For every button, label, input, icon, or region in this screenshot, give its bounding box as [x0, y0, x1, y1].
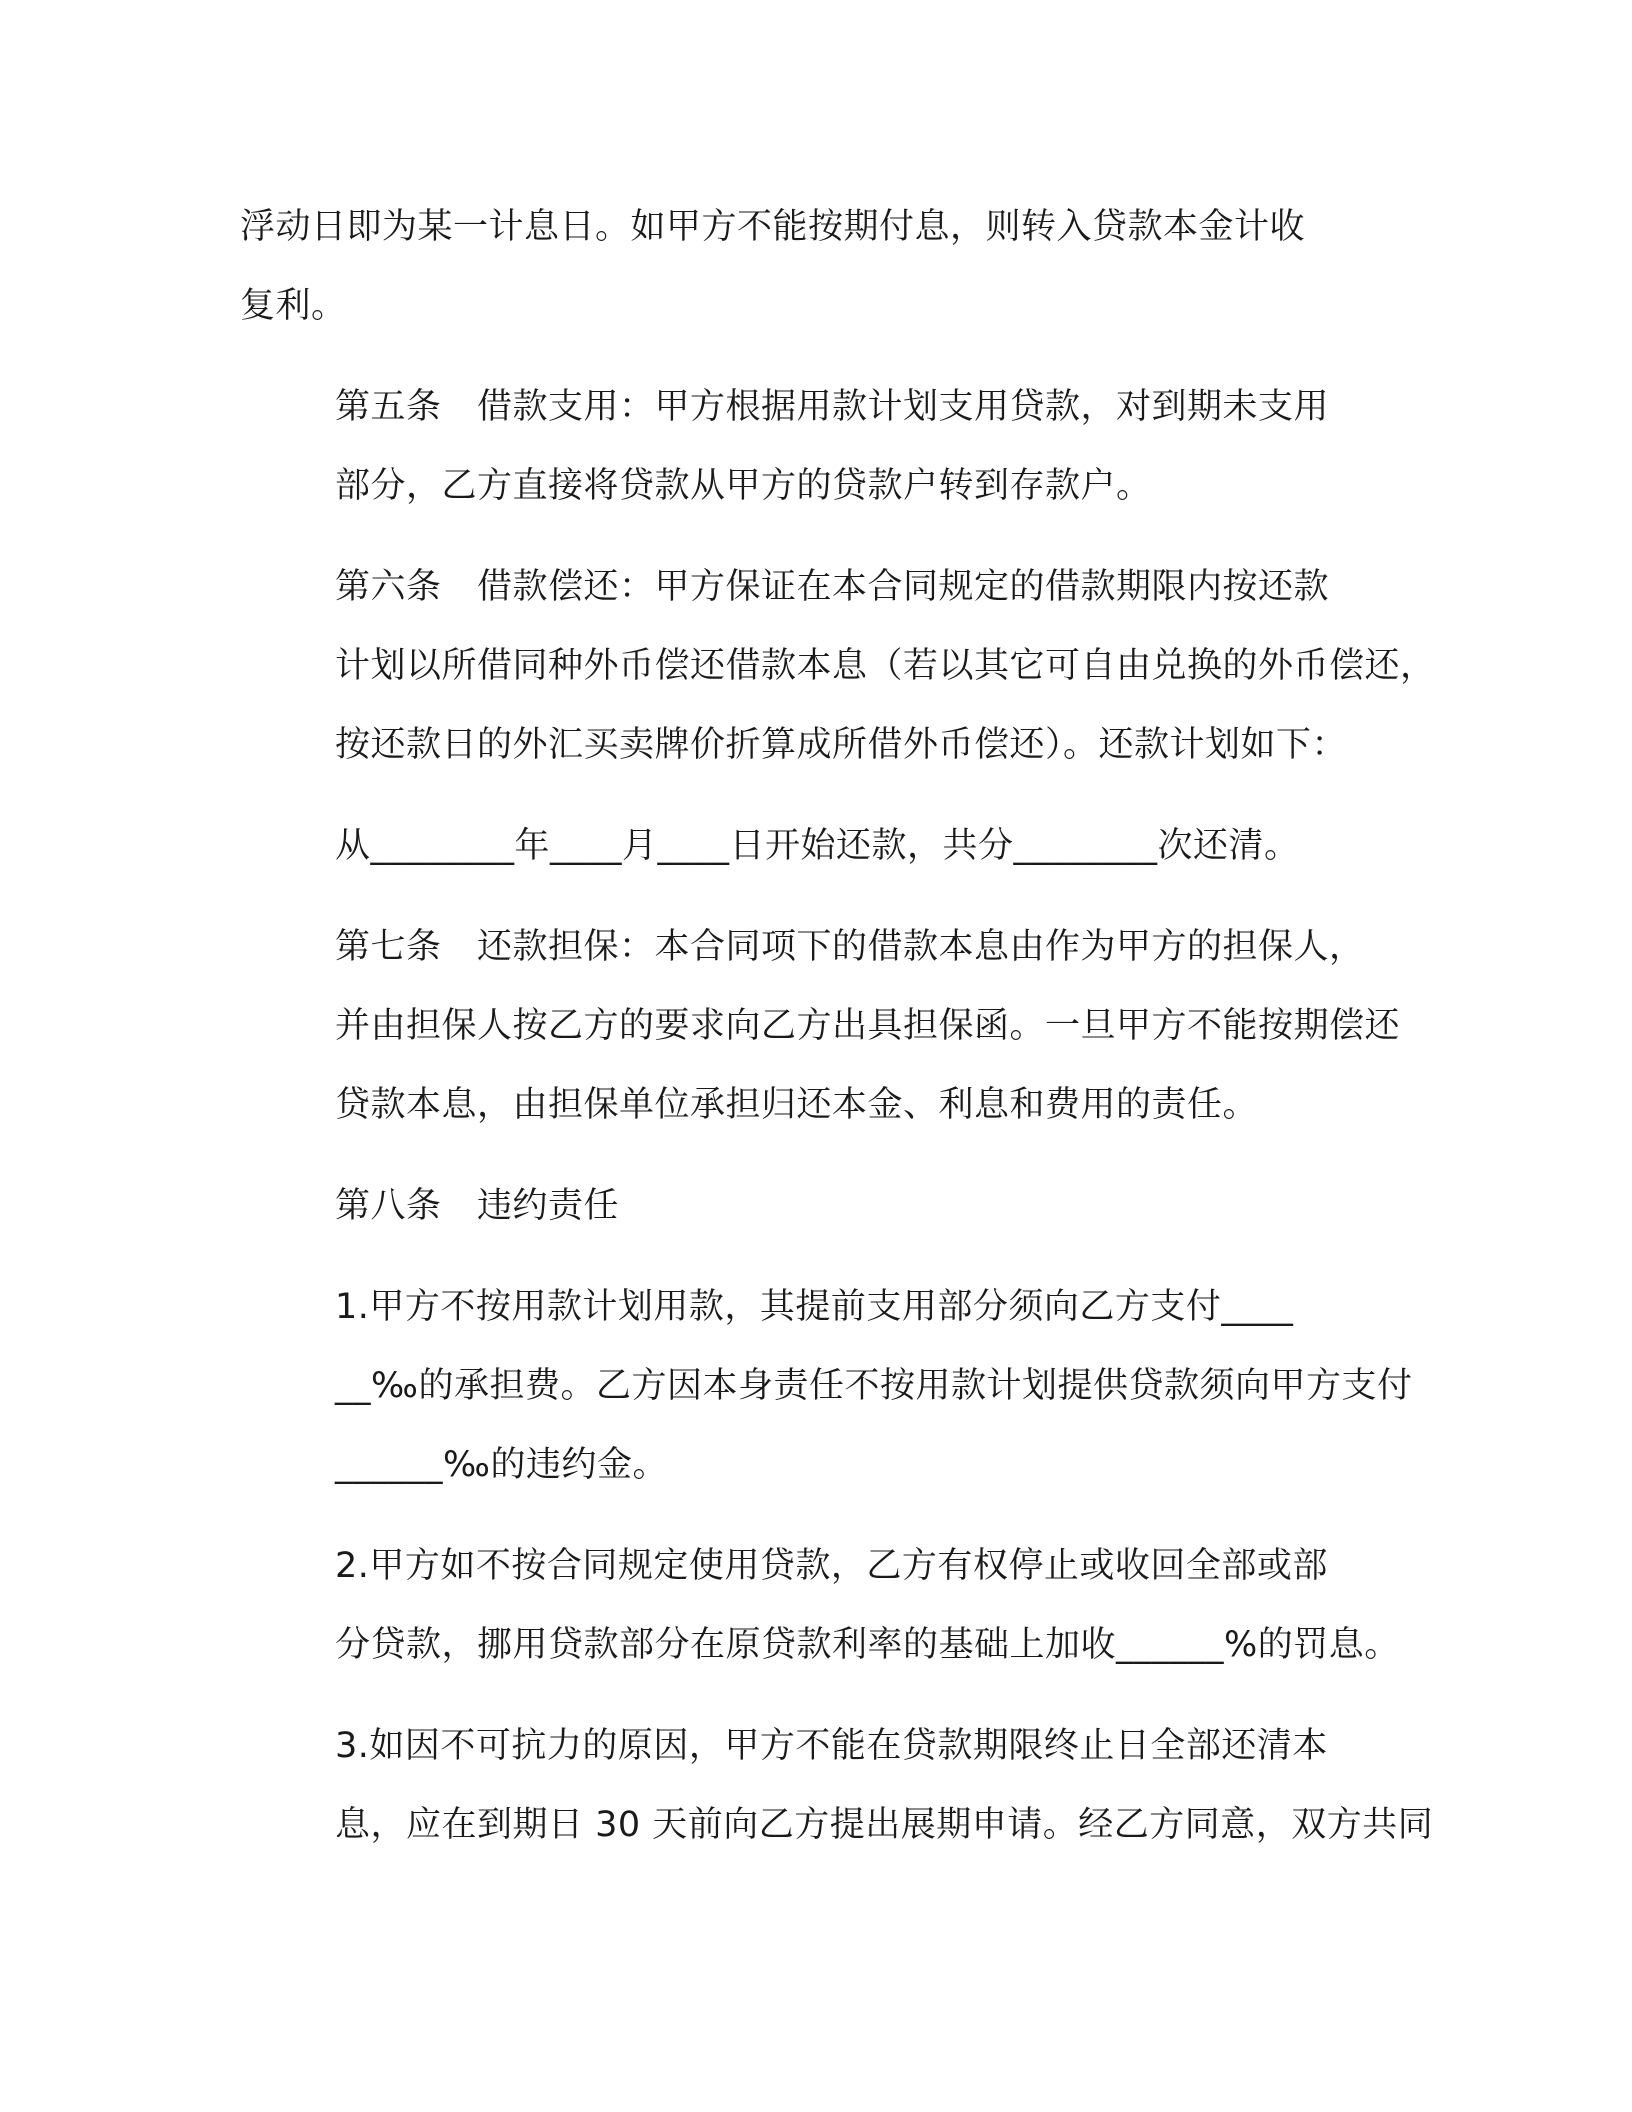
paragraph — [240, 1268, 1413, 1505]
text-line: 按还款日的外汇买卖牌价折算成所借外币偿还）。还款计划如下： — [335, 725, 1348, 765]
paragraph — [240, 908, 1401, 1145]
text-line: 1.甲方不按用款计划用款，其提前支用部分须向乙方支付____ — [335, 1287, 1294, 1327]
paragraph — [240, 1527, 1400, 1685]
paragraph — [240, 548, 1436, 785]
text-line: 浮动日即为某一计息日。如甲方不能按期付息，则转入贷款本金计收 — [240, 207, 1306, 247]
text-line: 第八条 违约责任 — [335, 1186, 620, 1226]
text-line: 第五条 借款支用：甲方根据用款计划支用贷款，对到期未支用 — [335, 387, 1330, 427]
text-line: 息，应在到期日 30 天前向乙方提出展期申请。经乙方同意，双方共同 — [335, 1805, 1434, 1845]
text-line: 复利。 — [240, 286, 347, 326]
text-line: 第七条 还款担保：本合同项下的借款本息由作为甲方的担保人， — [335, 927, 1365, 967]
text-line: 第六条 借款偿还：甲方保证在本合同规定的借款期限内按还款 — [335, 567, 1330, 607]
paragraph — [240, 188, 1392, 346]
paragraph — [240, 1167, 1392, 1246]
paragraph — [240, 807, 1392, 886]
document-body — [240, 188, 1436, 1887]
text-line: 分贷款，挪用贷款部分在原贷款利率的基础上加收______%的罚息。 — [335, 1625, 1400, 1665]
paragraph — [240, 368, 1392, 526]
text-line: 从________年____月____日开始还款，共分________次还清。 — [335, 826, 1300, 866]
text-line: ______‰的违约金。 — [335, 1445, 668, 1485]
text-line: 计划以所借同种外币偿还借款本息（若以其它可自由兑换的外币偿还， — [335, 646, 1436, 686]
text-line: 贷款本息，由担保单位承担归还本金、利息和费用的责任。 — [335, 1085, 1259, 1125]
text-line: 3.如因不可抗力的原因，甲方不能在贷款期限终止日全部还清本 — [335, 1726, 1328, 1766]
text-line: __‰的承担费。乙方因本身责任不按用款计划提供贷款须向甲方支付 — [335, 1366, 1413, 1406]
text-line: 部分，乙方直接将贷款从甲方的贷款户转到存款户。 — [335, 466, 1152, 506]
text-line: 2.甲方如不按合同规定使用贷款，乙方有权停止或收回全部或部 — [335, 1546, 1328, 1586]
paragraph — [240, 1707, 1434, 1865]
text-line: 并由担保人按乙方的要求向乙方出具担保函。一旦甲方不能按期偿还 — [335, 1006, 1401, 1046]
